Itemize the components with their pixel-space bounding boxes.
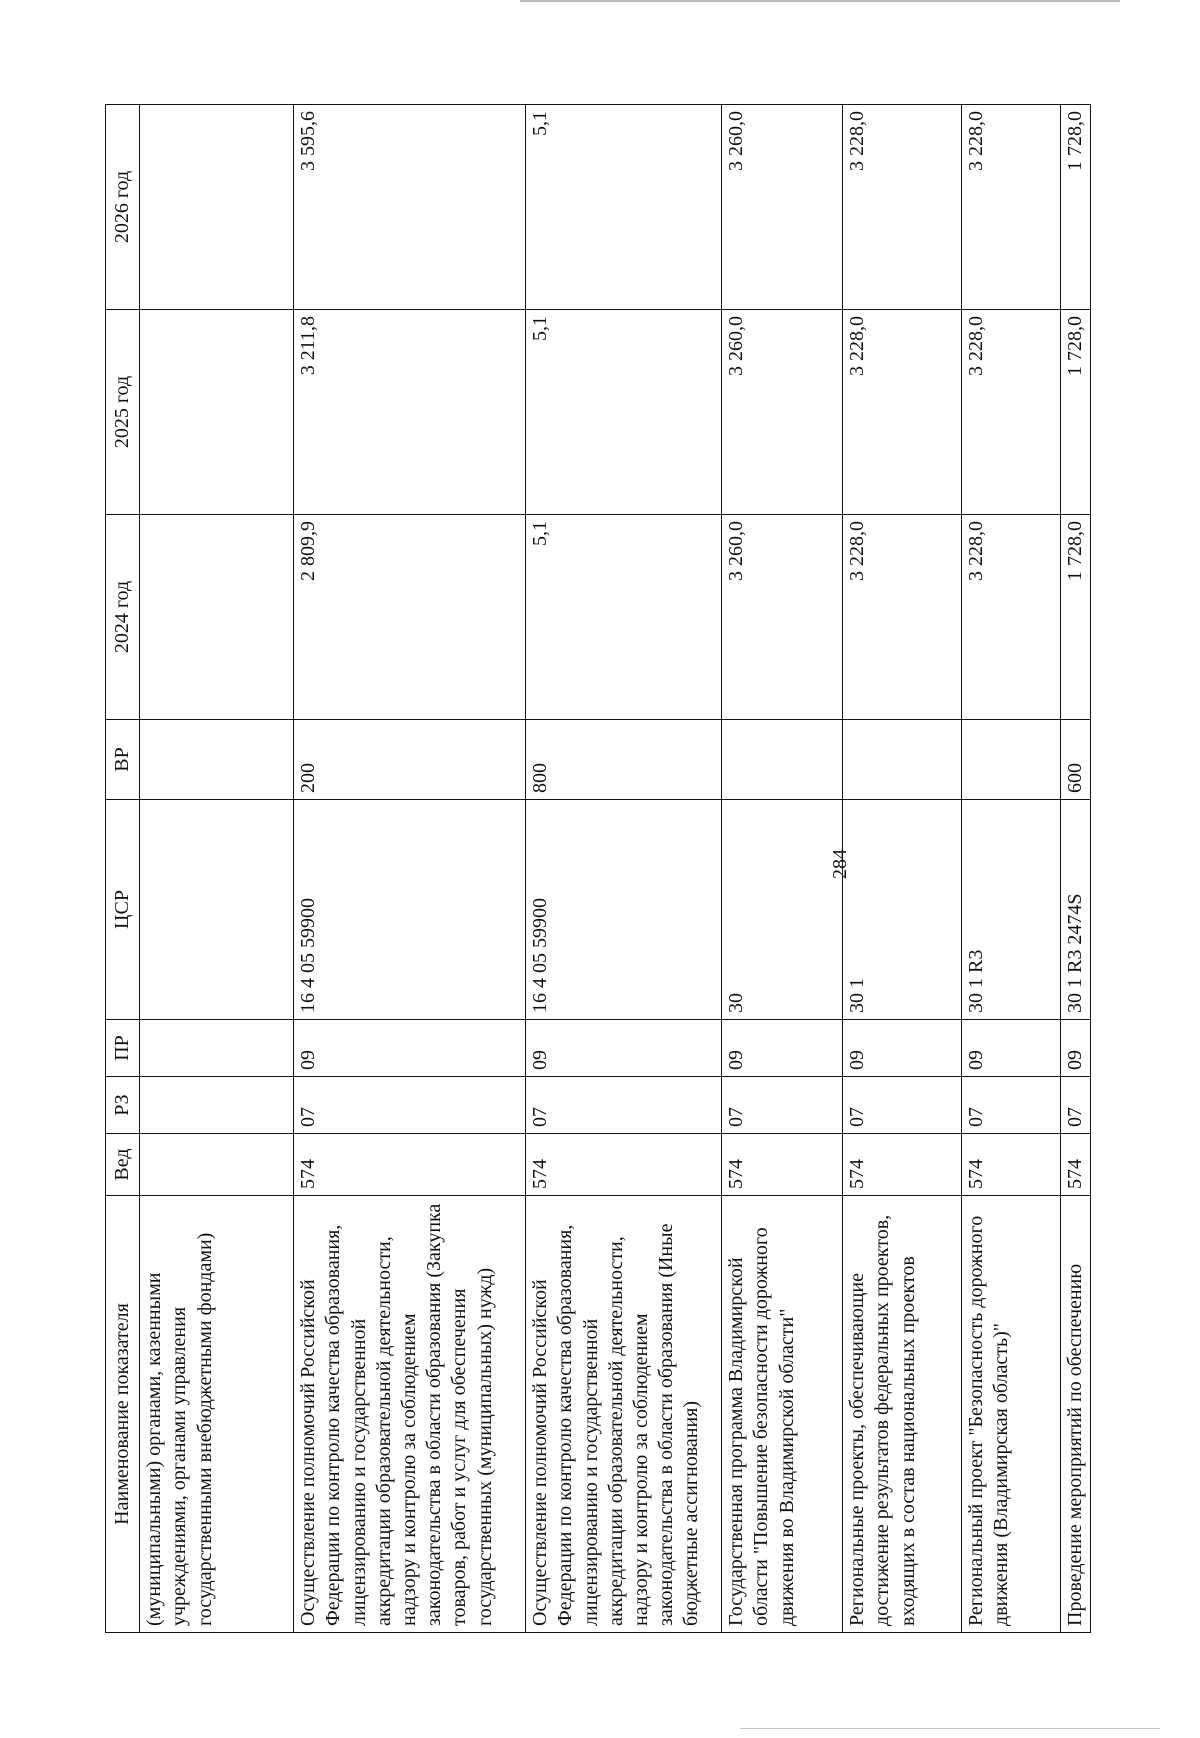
row-pr: 09 [962,1020,1061,1077]
header-rz: РЗ [106,1077,140,1134]
row-2024: 1 728,0 [1061,515,1091,720]
row-vr: 800 [526,720,722,800]
row-pr: 09 [722,1020,843,1077]
row-2024: 3 260,0 [722,515,843,720]
row-2026: 5,1 [526,105,722,310]
row-ved: 574 [1061,1134,1091,1196]
row-2025 [140,310,294,515]
row-name: Осуществление полномочий Российской Федерации по контролю качества образования, лицензированию и государственной аккредитации образовательной деятельности, надзору и контролю за соблюдением законодательства в области образования (Иные бюджетные ассигнования) [526,1196,722,1633]
scan-edge-line-bottom [740,1728,1160,1729]
row-ved: 574 [526,1134,722,1196]
row-2024: 3 228,0 [962,515,1061,720]
row-2024: 3 228,0 [843,515,962,720]
row-vr [843,720,962,800]
row-ved: 574 [294,1134,526,1196]
row-vr: 200 [294,720,526,800]
row-2026: 3 228,0 [962,105,1061,310]
row-vr [140,720,294,800]
row-csr: 30 1 R3 [962,800,1061,1020]
header-name: Наименование показателя [106,1196,140,1633]
row-rz [140,1077,294,1134]
header-csr: ЦСР [106,800,140,1020]
row-2025: 3 260,0 [722,310,843,515]
table-header-row [106,105,140,1633]
row-vr: 600 [1061,720,1091,800]
row-pr: 09 [294,1020,526,1077]
row-csr: 16 4 05 59900 [526,800,722,1020]
row-csr: 30 1 R3 2474S [1061,800,1091,1020]
row-name: Осуществление полномочий Российской Федерации по контролю качества образования, лицензированию и государственной аккредитации образовательной деятельности, надзору и контролю за соблюдением законодательства в области образования (Закупка товаров, работ и услуг для обеспечения государственных (муниципальных) нужд) [294,1196,526,1633]
header-ved: Вед [106,1134,140,1196]
row-2025: 3 211,8 [294,310,526,515]
table-row [1061,105,1091,1633]
row-ved [140,1134,294,1196]
row-ved: 574 [843,1134,962,1196]
rotated-page [105,105,1095,1633]
row-2024: 2 809,9 [294,515,526,720]
table-row [526,105,722,1633]
header-pr: ПР [106,1020,140,1077]
row-2026 [140,105,294,310]
row-pr: 09 [843,1020,962,1077]
row-pr: 09 [526,1020,722,1077]
row-rz: 07 [962,1077,1061,1134]
row-ved: 574 [722,1134,843,1196]
row-csr: 16 4 05 59900 [294,800,526,1020]
row-pr: 09 [1061,1020,1091,1077]
table-row [140,105,294,1633]
row-rz: 07 [294,1077,526,1134]
row-pr [140,1020,294,1077]
row-2024: 5,1 [526,515,722,720]
header-vr: ВР [106,720,140,800]
row-csr [140,800,294,1020]
table-row [962,105,1061,1633]
page-number: 284 [829,849,851,879]
table-row [843,105,962,1633]
scan-edge-line [520,0,1120,2]
row-2026: 3 228,0 [843,105,962,310]
budget-table [105,104,1091,1633]
table-row [294,105,526,1633]
row-2025: 1 728,0 [1061,310,1091,515]
row-vr [962,720,1061,800]
row-csr: 30 [722,800,843,1020]
row-ved: 574 [962,1134,1061,1196]
row-name: Проведение мероприятий по обеспечению [1061,1196,1091,1633]
row-rz: 07 [843,1077,962,1134]
row-name: Региональный проект "Безопасность дорожного движения (Владимирская область)" [962,1196,1061,1633]
row-2025: 3 228,0 [843,310,962,515]
row-2026: 3 260,0 [722,105,843,310]
row-csr: 30 1 [843,800,962,1020]
row-2026: 1 728,0 [1061,105,1091,310]
row-rz: 07 [722,1077,843,1134]
row-name: Региональные проекты, обеспечивающие достижение результатов федеральных проектов, входящих в состав национальных проектов [843,1196,962,1633]
row-2025: 5,1 [526,310,722,515]
table-row [722,105,843,1633]
row-rz: 07 [526,1077,722,1134]
row-name: (муниципальными) органами, казенными учреждениями, органами управления государственными внебюджетными фондами) [140,1196,294,1633]
header-2025: 2025 год [106,310,140,515]
row-vr [722,720,843,800]
row-2026: 3 595,6 [294,105,526,310]
header-2024: 2024 год [106,515,140,720]
header-2026: 2026 год [106,105,140,310]
row-2024 [140,515,294,720]
row-name: Государственная программа Владимирской области "Повышение безопасности дорожного движения во Владимирской области" [722,1196,843,1633]
row-2025: 3 228,0 [962,310,1061,515]
row-rz: 07 [1061,1077,1091,1134]
